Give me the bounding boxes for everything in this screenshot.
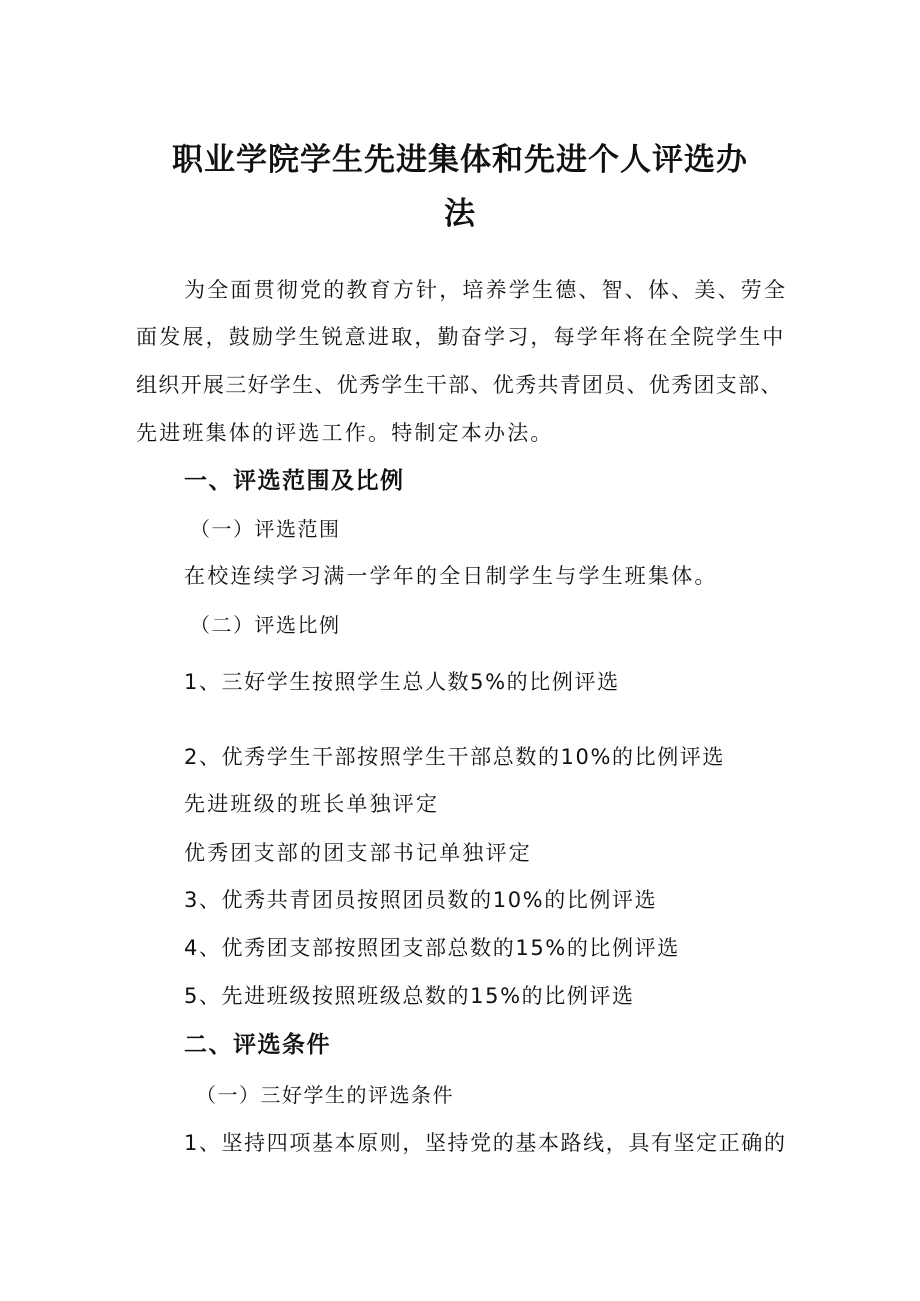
intro-line-3: 组织开展三好学生、优秀学生干部、优秀共青团员、优秀团支部、 bbox=[136, 373, 783, 397]
document-title-line-2: 法 bbox=[444, 196, 476, 232]
ratio-item-2-note-2: 优秀团支部的团支部书记单独评定 bbox=[184, 841, 532, 865]
document-title-line-1: 职业学院学生先进集体和先进个人评选办 bbox=[172, 142, 748, 178]
ratio-item-2: 2、优秀学生干部按照学生干部总数的10%的比例评选 bbox=[184, 745, 726, 769]
ratio-item-2-note-1: 先进班级的班长单独评定 bbox=[184, 792, 440, 816]
criteria-subheading: （一）三好学生的评选条件 bbox=[196, 1083, 454, 1107]
ratio-item-1: 1、三好学生按照学生总人数5%的比例评选 bbox=[184, 670, 620, 694]
section-1-heading: 一、评选范围及比例 bbox=[184, 468, 405, 494]
criteria-item-1: 1、坚持四项基本原则，坚持党的基本路线，具有坚定正确的 bbox=[184, 1131, 787, 1155]
scope-subheading: （一）评选范围 bbox=[190, 517, 341, 541]
ratio-item-4: 4、优秀团支部按照团支部总数的15%的比例评选 bbox=[184, 936, 680, 960]
section-2-heading: 二、评选条件 bbox=[184, 1032, 331, 1058]
ratio-subheading: （二）评选比例 bbox=[190, 613, 341, 637]
intro-line-1: 为全面贯彻党的教育方针，培养学生德、智、体、美、劳全 bbox=[184, 278, 788, 302]
ratio-item-5: 5、先进班级按照班级总数的15%的比例评选 bbox=[184, 984, 635, 1008]
intro-line-2: 面发展，鼓励学生锐意进取，勤奋学习，每学年将在全院学生中 bbox=[136, 325, 786, 349]
ratio-item-3: 3、优秀共青团员按照团员数的10%的比例评选 bbox=[184, 888, 658, 912]
intro-line-4: 先进班集体的评选工作。特制定本办法。 bbox=[136, 421, 554, 445]
scope-text: 在校连续学习满一学年的全日制学生与学生班集体。 bbox=[184, 564, 718, 588]
